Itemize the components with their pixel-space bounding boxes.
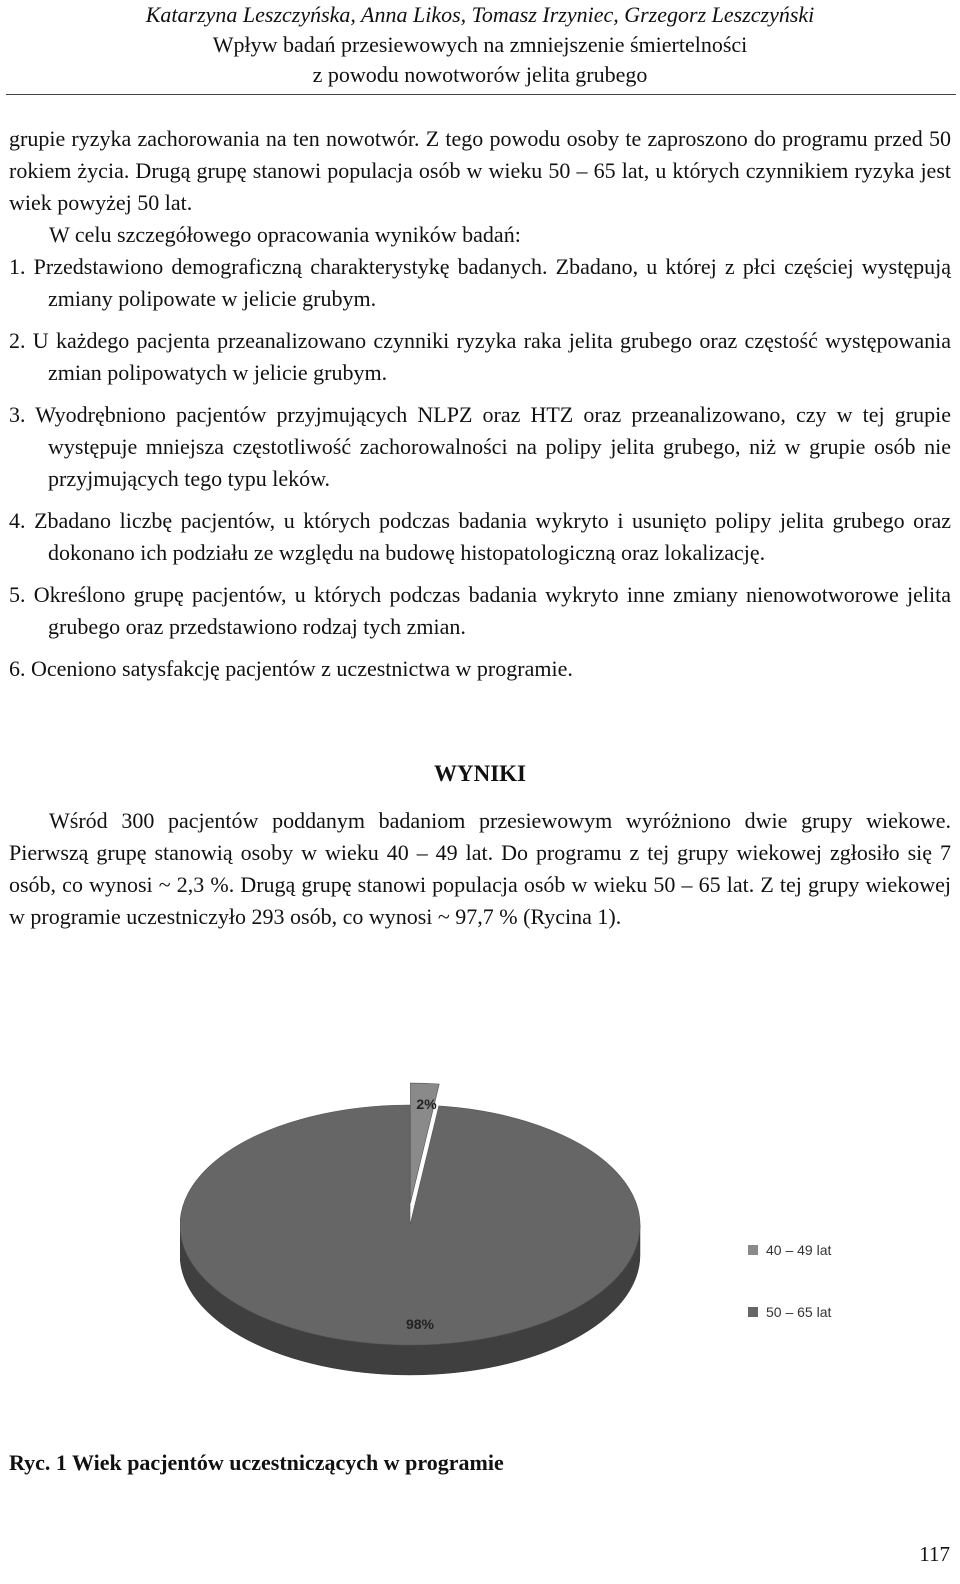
header-rule — [6, 94, 956, 95]
header-authors: Katarzyna Leszczyńska, Anna Likos, Tomasz Irzyniec, Grzegorz Leszczyński — [145, 2, 815, 27]
figure-caption: Ryc. 1 Wiek pacjentów uczestniczących w programie — [9, 1450, 504, 1475]
body-text — [9, 123, 951, 685]
pie-slice-2 — [180, 1105, 640, 1345]
method-item-3: 3. Wyodrębniono pacjentów przyjmujących NLPZ oraz HTZ oraz przeanalizowano, czy w tej grupie występuje mniejsza częstotliwość zachorowalności na polipy jelita grubego, niż w grupie osób nie przyjmujących tego typu leków. — [9, 402, 951, 491]
page-number: 117 — [919, 1542, 950, 1566]
method-item-2: 2. U każdego pacjenta przeanalizowano czynniki ryzyka raka jelita grubego oraz częstość występowania zmian polipowatych w jelicie grubym. — [9, 328, 951, 385]
pie-data-label-1: 2% — [416, 1096, 437, 1113]
method-item-4: 4. Zbadano liczbę pacjentów, u których podczas badania wykryto i usunięto polipy jelita grubego oraz dokonano ich podziału ze względu na budowę histopatologiczną oraz lokalizację. — [9, 508, 951, 565]
results-paragraph: Wśród 300 pacjentów poddanym badaniom przesiewowym wyróżniono dwie grupy wiekowe. Pierwszą grupę stanowią osoby w wieku 40 – 49 lat. Do programu z tej grupy wiekowej zgłosiło się 7 osób, co wynosi ~ 2,3 %. Drugą grupę stanowi populacja osób w wieku 50 – 65 lat. Z tej grupy wiekowej w programie uczestniczyło 293 osób, co wynosi ~ 97,7 % (Rycina 1). — [9, 808, 951, 929]
pie-chart-svg — [180, 1025, 960, 1385]
pie-chart — [180, 1025, 960, 1385]
legend-swatch-1 — [748, 1245, 758, 1255]
results-heading: WYNIKI — [433, 761, 526, 786]
chart-legend — [748, 1242, 831, 1320]
header-title-line2: z powodu nowotworów jelita grubego — [312, 62, 648, 87]
method-item-1: 1. Przedstawiono demograficzną charakterystykę badanych. Zbadano, u której z płci częściej występują zmiany polipowate w jelicie grubym. — [9, 254, 951, 311]
running-header — [0, 0, 960, 90]
legend-label-1: 40 – 49 lat — [766, 1242, 832, 1258]
pie-data-label-2: 98% — [405, 1316, 435, 1332]
lead-sentence: W celu szczegółowego opracowania wyników badań: — [49, 222, 521, 247]
method-item-5: 5. Określono grupę pacjentów, u których podczas badania wykryto inne zmiany nienowotworowe jelita grubego oraz przedstawiono rodzaj tych zmian. — [9, 582, 951, 639]
pie-layer — [180, 1083, 640, 1375]
legend-swatch-2 — [748, 1307, 758, 1317]
intro-paragraph: grupie ryzyka zachorowania na ten nowotwór. Z tego powodu osoby te zaproszono do programu przed 50 rokiem życia. Drugą grupę stanowi populacja osób w wieku 50 – 65 lat, u których czynnikiem ryzyka jest wiek powyżej 50 lat. — [9, 126, 951, 215]
legend-label-2: 50 – 65 lat — [766, 1304, 832, 1320]
method-item-6: 6. Oceniono satysfakcję pacjentów z uczestnictwa w programie. — [9, 656, 573, 681]
header-title-line1: Wpływ badań przesiewowych na zmniejszenie śmiertelności — [212, 32, 748, 57]
